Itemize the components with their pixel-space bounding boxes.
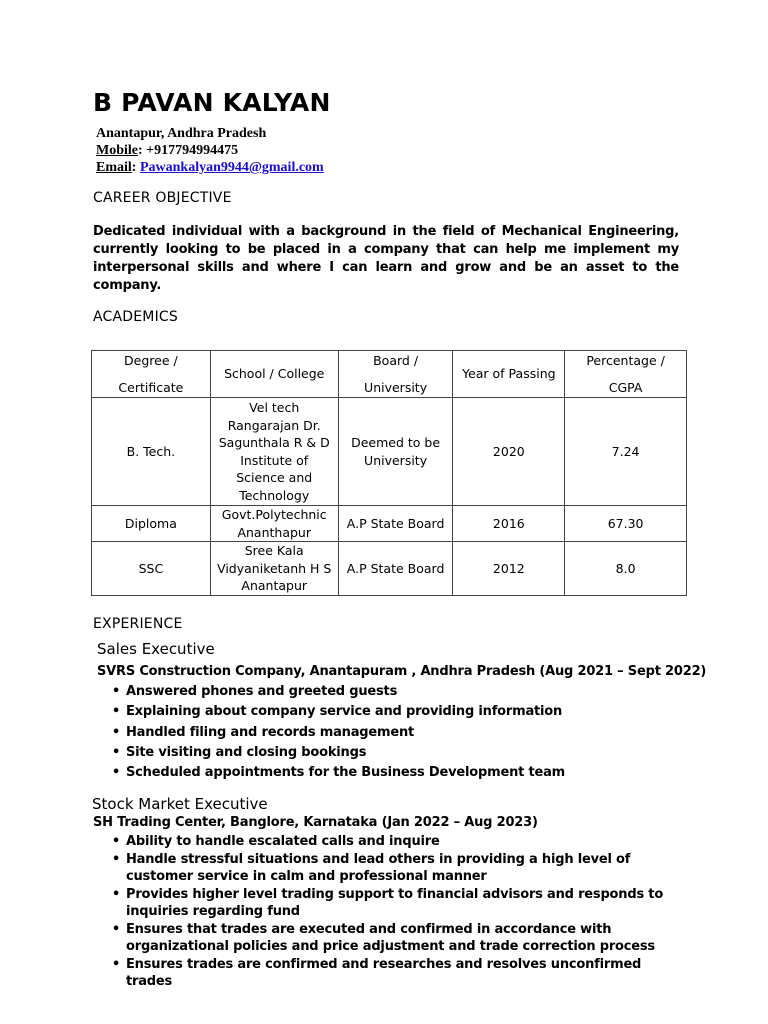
list-item: • Provides higher level trading support to financial advisors and responds to inquiries regarding fund [112,886,672,921]
academics-heading: ACADEMICS [93,309,178,325]
list-item: • Handled filing and records management [112,725,672,740]
cell-year: 2016 [453,506,565,542]
mobile-number: : +917794994475 [138,143,239,158]
header-degree-line1: Degree / [124,352,178,368]
header-board [338,351,453,398]
address: Anantapur, Andhra Pradesh [96,126,267,141]
job-duties-list [112,833,672,991]
list-item: • Scheduled appointments for the Business Development team [112,765,672,780]
job-company-svrs: SVRS Construction Company, Anantapuram , Andhra Pradesh (Aug 2021 – Sept 2022) [97,664,707,679]
mobile-label: Mobile [96,143,138,158]
header-degree [92,351,211,398]
header-percentage [565,351,687,398]
academics-table [91,350,687,596]
mobile-line [96,142,324,159]
email-link[interactable]: Pawankalyan9944@gmail.com [139,160,324,175]
cell-year: 2012 [453,542,565,596]
job-duties-list [112,684,672,785]
job-role-sales-executive: Sales Executive [97,640,215,658]
career-objective-heading: CAREER OBJECTIVE [93,190,232,206]
cell-score: 8.0 [565,542,687,596]
cell-school: Govt.Polytechnic Ananthapur [210,506,338,542]
job-company-sh-trading: SH Trading Center, Banglore, Karnataka (Jan 2022 – Aug 2023) [93,815,538,830]
header-board-line2: University [364,380,428,395]
header-year: Year of Passing [453,351,565,398]
career-objective-text: Dedicated individual with a background in the field of Mechanical Engineering, currently looking to be placed in a company that can help me implement my interpersonal skills and where I can learn and grow and be an asset to the company. [93,224,679,293]
list-item: • Site visiting and closing bookings [112,745,672,760]
cell-year: 2020 [453,398,565,506]
cell-board: A.P State Board [338,542,453,596]
header-pct-line2: CGPA [608,380,643,395]
cell-board: Deemed to be University [338,398,453,506]
email-separator: : [131,160,140,175]
list-item: • Ensures that trades are executed and confirmed in accordance with organizational policies and price adjustment and trade correction process [112,921,672,956]
header-pct-line1: Percentage / [586,352,665,368]
header-degree-line2: Certificate [118,380,184,395]
header-school: School / College [210,351,338,398]
candidate-name: B PAVAN KALYAN [93,88,331,117]
email-line [96,159,324,176]
experience-heading: EXPERIENCE [93,616,183,632]
cell-score: 67.30 [565,506,687,542]
email-label: Email [96,160,132,175]
contact-block [96,125,324,176]
table-row [92,398,687,506]
cell-degree: B. Tech. [92,398,211,506]
table-row [92,506,687,542]
cell-school: Vel tech Rangarajan Dr. Sagunthala R & D Institute of Science and Technology [210,398,338,506]
cell-school: Sree Kala Vidyaniketanh H S Anantapur [210,542,338,596]
cell-degree: SSC [92,542,211,596]
list-item: • Answered phones and greeted guests [112,684,672,699]
job-role-stock-market-executive: Stock Market Executive [92,795,268,813]
table-row [92,542,687,596]
cell-degree: Diploma [92,506,211,542]
list-item: • Explaining about company service and providing information [112,704,672,719]
table-header-row [92,351,687,398]
list-item: • Handle stressful situations and lead others in providing a high level of customer service in calm and professional manner [112,851,672,886]
cell-score: 7.24 [565,398,687,506]
list-item: • Ability to handle escalated calls and inquire [112,833,672,851]
header-board-line1: Board / [373,352,419,368]
list-item: • Ensures trades are confirmed and researches and resolves unconfirmed trades [112,956,672,991]
cell-board: A.P State Board [338,506,453,542]
